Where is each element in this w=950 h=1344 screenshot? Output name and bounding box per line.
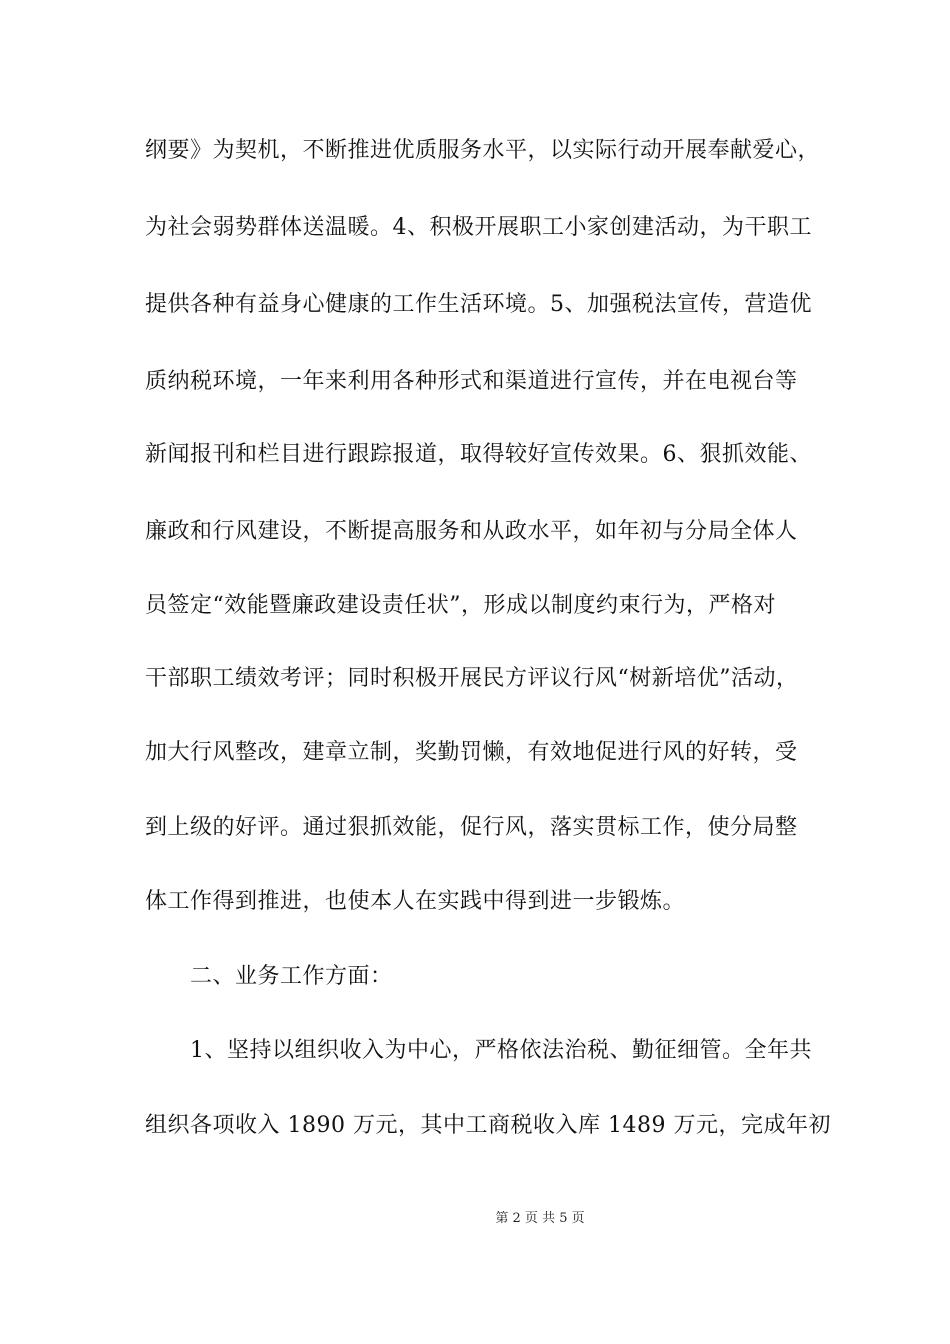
text-line: 提供各种有益身心健康的工作生活环境。5、加强税法宣传，营造优 [145, 292, 812, 317]
text-line: 廉政和行风建设，不断提高服务和从政水平，如年初与分局全体人 [145, 519, 798, 544]
text-line: 组织各项收入 1890 万元，其中工商税收入库 1489 万元，完成年初 [145, 1113, 831, 1138]
text-line: 新闻报刊和栏目进行跟踪报道，取得较好宣传效果。6、狠抓效能、 [145, 442, 812, 467]
text-line: 质纳税环境，一年来利用各种形式和渠道进行宣传，并在电视台等 [145, 369, 798, 394]
text-line: 到上级的好评。通过狠抓效能，促行风，落实贯标工作，使分局整 [145, 815, 798, 840]
text-line: 加大行风整改，建章立制，奖勤罚懒，有效地促进行风的好转，受 [145, 740, 798, 765]
page-number: 第 2 页 共 5 页 [495, 1211, 585, 1226]
text-line: 干部职工绩效考评；同时积极开展民方评议行风“树新培优”活动， [145, 666, 799, 691]
text-line: 纲要》为契机，不断推进优质服务水平，以实际行动开展奉献爱心， [145, 138, 821, 163]
text-line: 体工作得到推进，也使本人在实践中得到进一步锻炼。 [145, 889, 686, 914]
section-heading: 二、业务工作方面： [190, 964, 393, 989]
text-line: 为社会弱势群体送温暖。4、积极开展职工小家创建活动，为干职工 [145, 215, 812, 240]
text-line: 员签定“效能暨廉政建设责任状”，形成以制度约束行为，严格对 [145, 593, 776, 618]
text-line: 1、坚持以组织收入为中心，严格依法治税、勤征细管。全年共 [190, 1038, 812, 1063]
